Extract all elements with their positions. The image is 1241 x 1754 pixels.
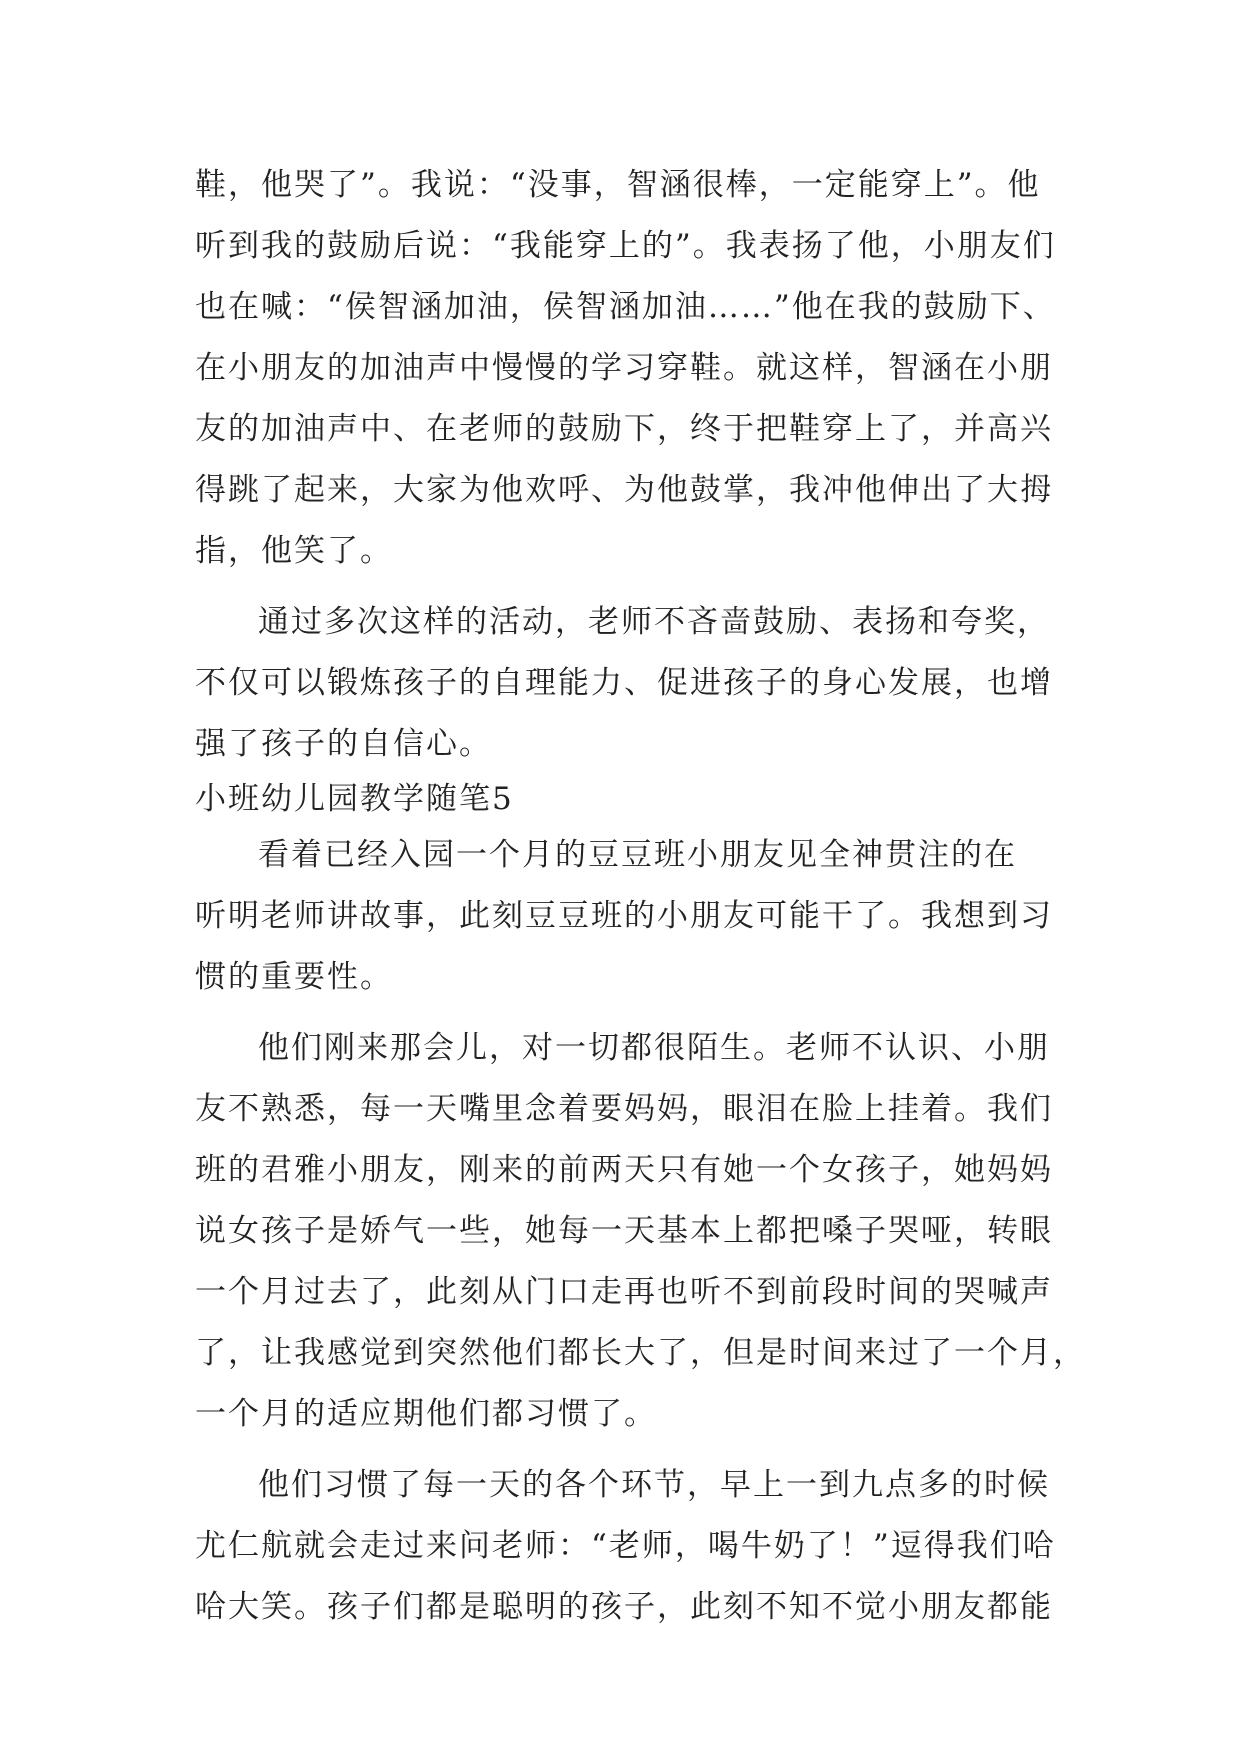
paragraph-line: 得跳了起来，大家为他欢呼、为他鼓掌，我冲他伸出了大拇	[195, 472, 1053, 508]
paragraph-line: 听到我的鼓励后说：“我能穿上的”。我表扬了他，小朋友们	[195, 228, 1056, 264]
paragraph-line: 友不熟悉，每一天嘴里念着要妈妈，眼泪在脸上挂着。我们	[195, 1091, 1053, 1127]
paragraph-line: 在小朋友的加油声中慢慢的学习穿鞋。就这样，智涵在小朋	[195, 350, 1053, 386]
paragraph-line: 班的君雅小朋友，刚来的前两天只有她一个女孩子，她妈妈	[195, 1152, 1053, 1188]
paragraph-line: 他们习惯了每一天的各个环节，早上一到九点多的时候	[258, 1467, 1050, 1503]
paragraph-line: 不仅可以锻炼孩子的自理能力、促进孩子的身心发展，也增	[195, 665, 1053, 701]
paragraph-line: 听明老师讲故事，此刻豆豆班的小朋友可能干了。我想到习	[195, 898, 1053, 934]
paragraph-line: 强了孩子的自信心。	[195, 726, 492, 762]
paragraph-line: 尤仁航就会走过来问老师：“老师，喝牛奶了！”逗得我们哈	[195, 1528, 1056, 1564]
paragraph-line: 一个月过去了，此刻从门口走再也听不到前段时间的哭喊声	[195, 1274, 1053, 1310]
paragraph-line: 他们刚来那会儿，对一切都很陌生。老师不认识、小朋	[258, 1030, 1050, 1066]
section-title: 小班幼儿园教学随笔5	[195, 781, 514, 817]
paragraph-line: 了，让我感觉到突然他们都长大了，但是时间来过了一个月，	[195, 1335, 1086, 1371]
paragraph-line: 友的加油声中、在老师的鼓励下，终于把鞋穿上了，并高兴	[195, 411, 1053, 447]
paragraph-line: 看着已经入园一个月的豆豆班小朋友见全神贯注的在	[258, 837, 1017, 873]
paragraph-line: 鞋，他哭了”。我说：“没事，智涵很棒，一定能穿上”。他	[195, 167, 1041, 203]
paragraph-line: 指，他笑了。	[195, 533, 393, 569]
paragraph-line: 说女孩子是娇气一些，她每一天基本上都把嗓子哭哑，转眼	[195, 1213, 1053, 1249]
paragraph-line: 一个月的适应期他们都习惯了。	[195, 1396, 657, 1432]
paragraph-line: 也在喊：“侯智涵加油，侯智涵加油……”他在我的鼓励下、	[195, 289, 1056, 325]
paragraph-line: 通过多次这样的活动，老师不吝啬鼓励、表扬和夸奖，	[258, 604, 1050, 640]
paragraph-line: 哈大笑。孩子们都是聪明的孩子，此刻不知不觉小朋友都能	[195, 1589, 1053, 1625]
paragraph-line: 惯的重要性。	[195, 959, 393, 995]
